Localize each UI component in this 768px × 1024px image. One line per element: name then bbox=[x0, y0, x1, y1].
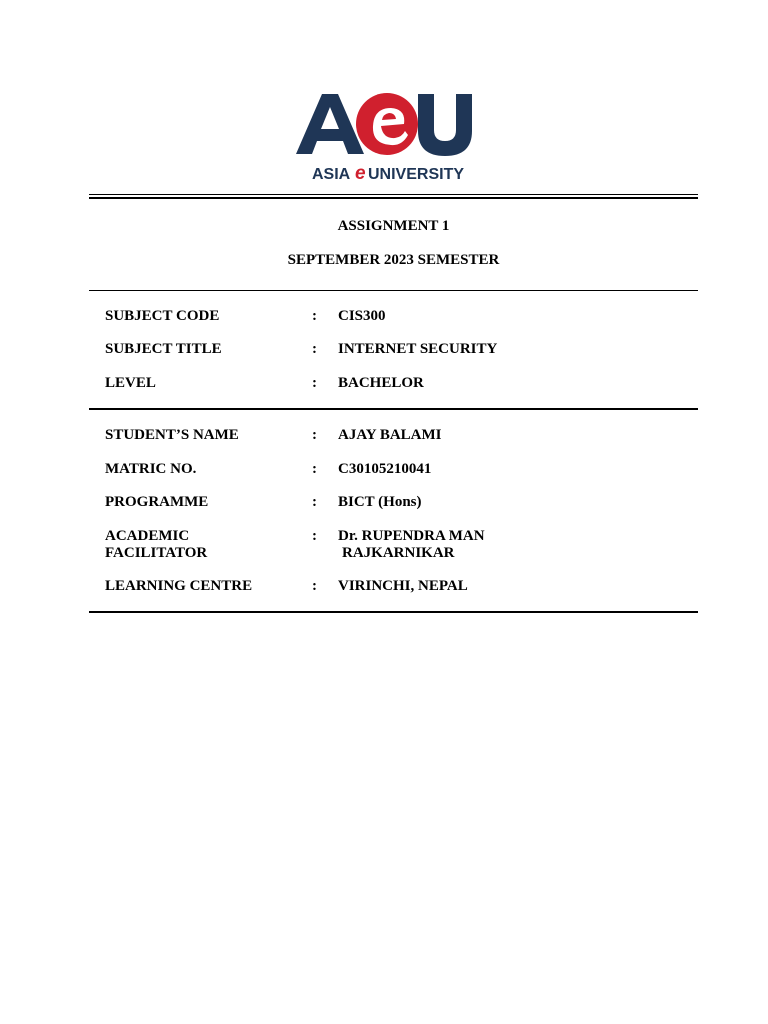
subject-code-label: SUBJECT CODE bbox=[105, 308, 220, 324]
facilitator-label bbox=[105, 528, 305, 562]
assignment-title: ASSIGNMENT 1 bbox=[337, 218, 450, 234]
facilitator-label-line-1: ACADEMIC bbox=[105, 528, 190, 544]
programme-label: PROGRAMME bbox=[105, 494, 209, 510]
learning-centre-value: VIRINCHI, NEPAL bbox=[338, 578, 468, 594]
separator-colon: : bbox=[312, 427, 317, 443]
matric-label: MATRIC NO. bbox=[105, 461, 197, 477]
student-name-label: STUDENT’S NAME bbox=[105, 427, 239, 443]
learning-centre-label: LEARNING CENTRE bbox=[105, 578, 253, 594]
facilitator-value-line-1: Dr. RUPENDRA MAN bbox=[338, 528, 485, 544]
student-name-value: AJAY BALAMI bbox=[338, 427, 442, 443]
level-value: BACHELOR bbox=[338, 375, 424, 391]
university-logo bbox=[294, 86, 488, 186]
level-label: LEVEL bbox=[105, 375, 156, 391]
logo-wordmark-asia: ASIA bbox=[312, 166, 351, 183]
facilitator-row bbox=[105, 528, 665, 562]
header-divider bbox=[89, 290, 698, 291]
separator-colon: : bbox=[312, 578, 317, 594]
facilitator-value-line-2: RAJKARNIKAR bbox=[342, 545, 455, 561]
separator-colon: : bbox=[312, 341, 317, 357]
facilitator-label-line-2: FACILITATOR bbox=[105, 545, 208, 561]
separator-colon: : bbox=[312, 528, 317, 544]
logo-wordmark-university: UNIVERSITY bbox=[368, 166, 465, 183]
separator-colon: : bbox=[312, 494, 317, 510]
matric-value: C30105210041 bbox=[338, 461, 432, 477]
separator-colon: : bbox=[312, 375, 317, 391]
subject-title-value: INTERNET SECURITY bbox=[338, 341, 498, 357]
bottom-divider bbox=[89, 611, 698, 613]
programme-value: BICT (Hons) bbox=[338, 494, 422, 510]
facilitator-value bbox=[338, 528, 638, 562]
top-divider-line-2 bbox=[89, 197, 698, 199]
separator-colon: : bbox=[312, 308, 317, 324]
logo-wordmark-e: e bbox=[355, 163, 366, 184]
top-divider-line-1 bbox=[89, 194, 698, 195]
subject-code-value: CIS300 bbox=[338, 308, 386, 324]
subject-title-label: SUBJECT TITLE bbox=[105, 341, 222, 357]
subject-divider bbox=[89, 408, 698, 410]
separator-colon: : bbox=[312, 461, 317, 477]
aeu-logo-mark bbox=[294, 86, 488, 186]
semester-title: SEPTEMBER 2023 SEMESTER bbox=[287, 252, 500, 268]
